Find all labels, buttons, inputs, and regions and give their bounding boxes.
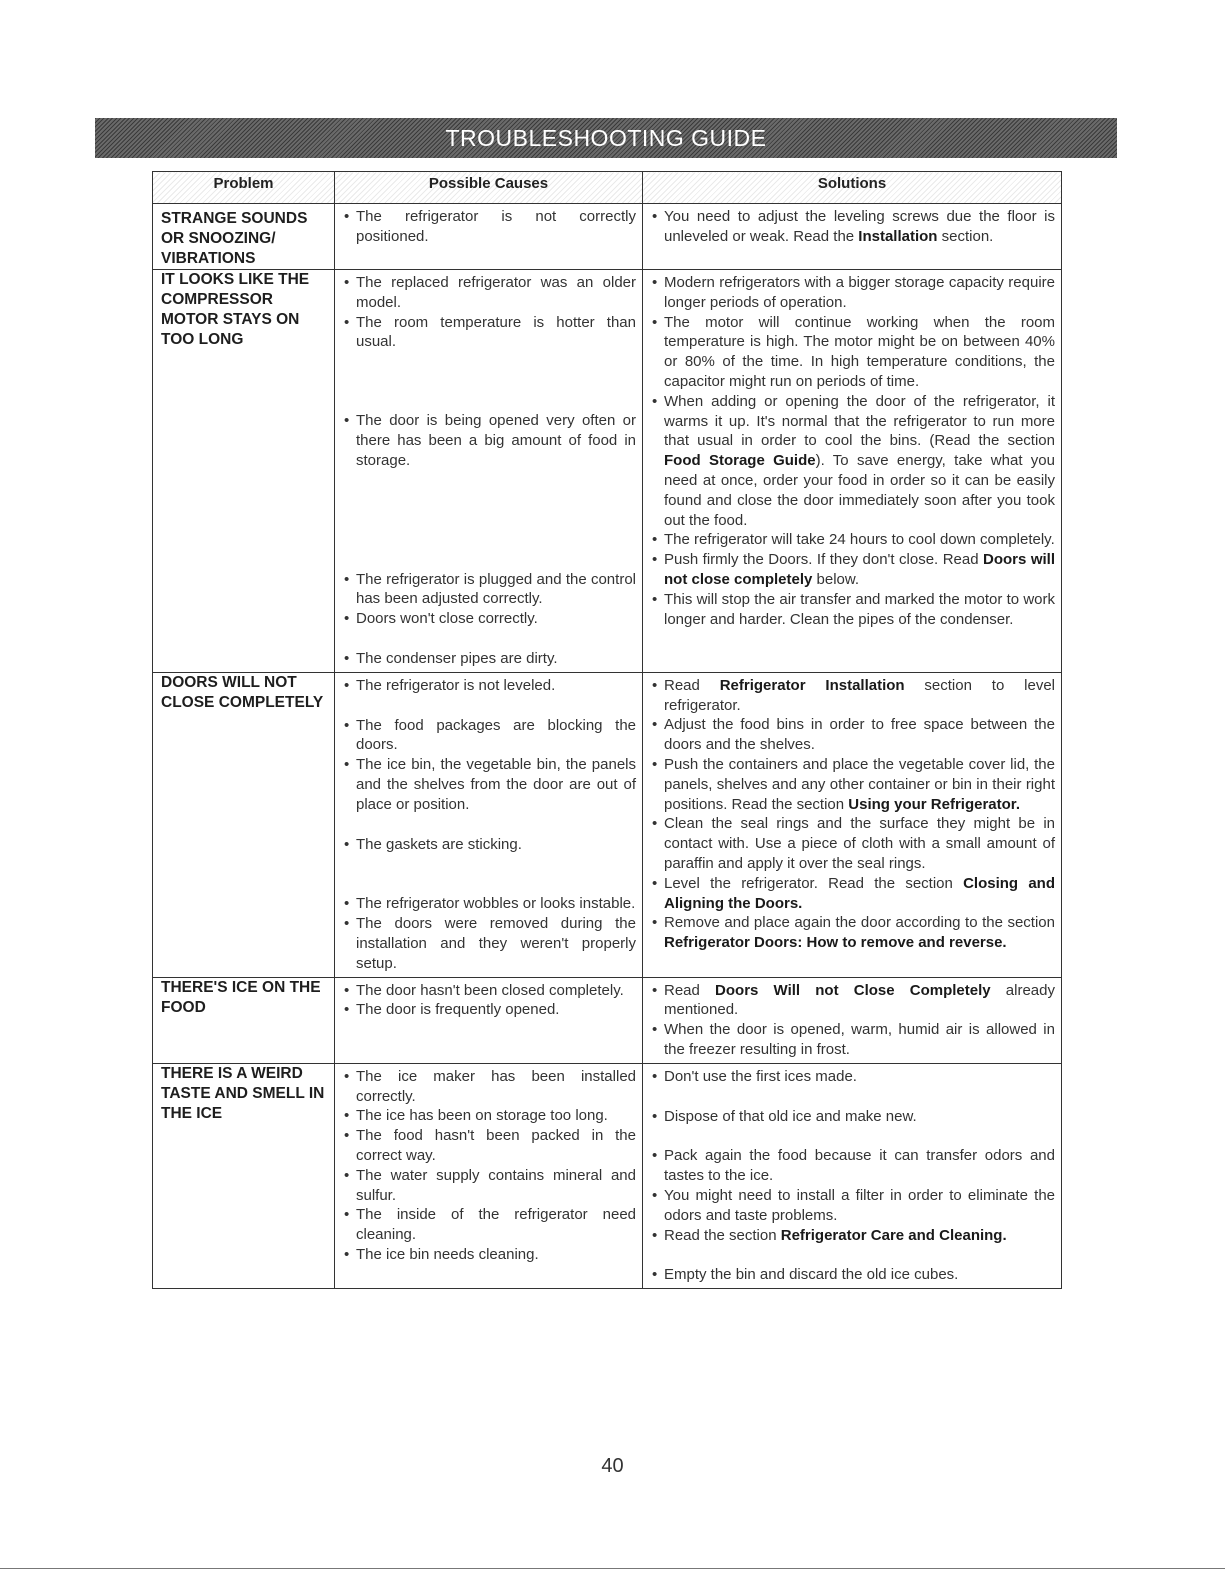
bold-reference: Refrigerator Care and Cleaning. [780, 1226, 1007, 1244]
cause-item: • The food packages are blocking the doors. [339, 716, 636, 756]
bold-reference: Doors will not close completely [664, 551, 1055, 588]
solution-item: • You might need to install a filter in order to eliminate the odors and taste problems. [647, 1186, 1055, 1226]
solution-item: • The motor will continue working when the room temperature is high. The motor might be on between 40% or 80% of the time. In high temperature conditions, the capacitor might run on periods of time. [647, 313, 1055, 392]
problem-cell [153, 672, 335, 977]
solutions-cell [643, 672, 1062, 977]
problem-text: THERE IS A WEIRD TASTE AND SMELL IN THE ICE [161, 1064, 325, 1122]
cause-item: • The condenser pipes are dirty. [339, 649, 636, 669]
problem-cell [153, 977, 335, 1063]
table-header-row [153, 172, 1062, 204]
problem-text: THERE'S ICE ON THE FOOD [161, 978, 321, 1016]
title-banner [95, 118, 1117, 158]
solution-item: • Read the section Refrigerator Care and Cleaning. [647, 1226, 1055, 1246]
cause-item: • The replaced refrigerator was an older model. [339, 273, 636, 313]
bold-reference: Using your Refrigerator. [848, 795, 1020, 813]
solution-item: • Adjust the food bins in order to free space between the doors and the shelves. [647, 715, 1055, 755]
bold-reference: Refrigerator Doors: How to remove and reverse. [664, 934, 1007, 952]
solutions-cell [643, 977, 1062, 1063]
problem-cell [153, 1063, 335, 1288]
solution-item: • Clean the seal rings and the surface they might be in contact with. Use a piece of cloth with a small amount of paraffin and apply it over the seal rings. [647, 814, 1055, 873]
bold-reference: Doors Will not Close Completely [715, 981, 991, 999]
bold-reference: Refrigerator Installation [719, 676, 905, 694]
problem-cell [153, 204, 335, 270]
solution-item: • Dispose of that old ice and make new. [647, 1107, 1055, 1127]
table-row [153, 1063, 1062, 1288]
solution-item: • Empty the bin and discard the old ice cubes. [647, 1265, 1055, 1285]
cause-item: • The room temperature is hotter than usual. [339, 313, 636, 353]
table-row [153, 672, 1062, 977]
cause-item: • The inside of the refrigerator need cleaning. [339, 1205, 636, 1245]
causes-cell [335, 270, 643, 673]
solution-item: • Read Doors Will not Close Completely already mentioned. [647, 981, 1055, 1021]
solution-item: • Pack again the food because it can transfer odors and tastes to the ice. [647, 1146, 1055, 1186]
header-solutions: Solutions [643, 172, 1062, 204]
table-row [153, 270, 1062, 673]
bold-reference: Installation [858, 227, 938, 245]
solution-item: • This will stop the air transfer and marked the motor to work longer and harder. Clean the pipes of the condenser. [647, 590, 1055, 630]
causes-cell [335, 977, 643, 1063]
causes-cell [335, 672, 643, 977]
solutions-cell [643, 204, 1062, 270]
cause-item: • Doors won't close correctly. [339, 609, 636, 629]
page-title: TROUBLESHOOTING GUIDE [445, 124, 767, 151]
solution-item: • Push firmly the Doors. If they don't close. Read Doors will not close completely below. [647, 550, 1055, 590]
cause-item: • The ice has been on storage too long. [339, 1106, 636, 1126]
cause-item: • The refrigerator wobbles or looks instable. [339, 894, 636, 914]
solution-item: • Don't use the first ices made. [647, 1067, 1055, 1087]
bold-reference: Food Storage Guide [664, 452, 816, 470]
problem-text: STRANGE SOUNDS OR SNOOZING/ VIBRATIONS [161, 210, 308, 267]
table-row [153, 977, 1062, 1063]
cause-item: • The refrigerator is plugged and the control has been adjusted correctly. [339, 570, 636, 610]
cause-item: • The door is being opened very often or there has been a big amount of food in storage. [339, 411, 636, 470]
cause-item: • The doors were removed during the installation and they weren't properly setup. [339, 914, 636, 973]
causes-cell [335, 204, 643, 270]
footer-rule [0, 1568, 1225, 1569]
cause-item: • The gaskets are sticking. [339, 835, 636, 855]
cause-item: • The food hasn't been packed in the correct way. [339, 1126, 636, 1166]
solution-item: • When the door is opened, warm, humid air is allowed in the freezer resulting in frost. [647, 1020, 1055, 1060]
table-row [153, 204, 1062, 270]
solution-item: • Read Refrigerator Installation section to level refrigerator. [647, 676, 1055, 716]
solution-item: • Remove and place again the door according to the section Refrigerator Doors: How to remove and reverse. [647, 913, 1055, 953]
problem-cell [153, 270, 335, 673]
cause-item: • The ice bin needs cleaning. [339, 1245, 636, 1265]
problem-text: DOORS WILL NOT CLOSE COMPLETELY [161, 673, 324, 711]
bold-reference: Closing and Aligning the Doors. [664, 874, 1055, 912]
solution-item: • The refrigerator will take 24 hours to cool down completely. [647, 530, 1055, 550]
cause-item: • The refrigerator is not correctly positioned. [339, 207, 636, 247]
cause-item: • The ice maker has been installed correctly. [339, 1067, 636, 1107]
header-possible-causes: Possible Causes [335, 172, 643, 204]
problem-text: IT LOOKS LIKE THE COMPRESSOR MOTOR STAYS ON TOO LONG [161, 271, 310, 348]
solution-item: • Level the refrigerator. Read the section Closing and Aligning the Doors. [647, 874, 1055, 914]
causes-cell [335, 1063, 643, 1288]
cause-item: • The ice bin, the vegetable bin, the panels and the shelves from the door are out of place or position. [339, 755, 636, 814]
header-problem: Problem [153, 172, 335, 204]
solutions-cell [643, 1063, 1062, 1288]
solution-item: • When adding or opening the door of the refrigerator, it warms it up. It's normal that the refrigerator to run more that usual in order to cool the bins. (Read the section Food Storage Guide). To save energy, take what you need at once, order your food in order so it can be easily found and close the door immediately soon after you took out the food. [647, 392, 1055, 531]
cause-item: • The door hasn't been closed completely. [339, 981, 636, 1001]
troubleshooting-table [152, 171, 1062, 1289]
solutions-cell [643, 270, 1062, 673]
solution-item: • Modern refrigerators with a bigger storage capacity require longer periods of operation. [647, 273, 1055, 313]
solution-item: • Push the containers and place the vegetable cover lid, the panels, shelves and any other container or bin in their right positions. Read the section Using your Refrigerator. [647, 755, 1055, 814]
solution-item: • You need to adjust the leveling screws due the floor is unleveled or weak. Read the Installation section. [647, 207, 1055, 247]
page-number: 40 [601, 1455, 624, 1477]
cause-item: • The water supply contains mineral and sulfur. [339, 1166, 636, 1206]
cause-item: • The door is frequently opened. [339, 1000, 636, 1020]
cause-item: • The refrigerator is not leveled. [339, 676, 636, 696]
